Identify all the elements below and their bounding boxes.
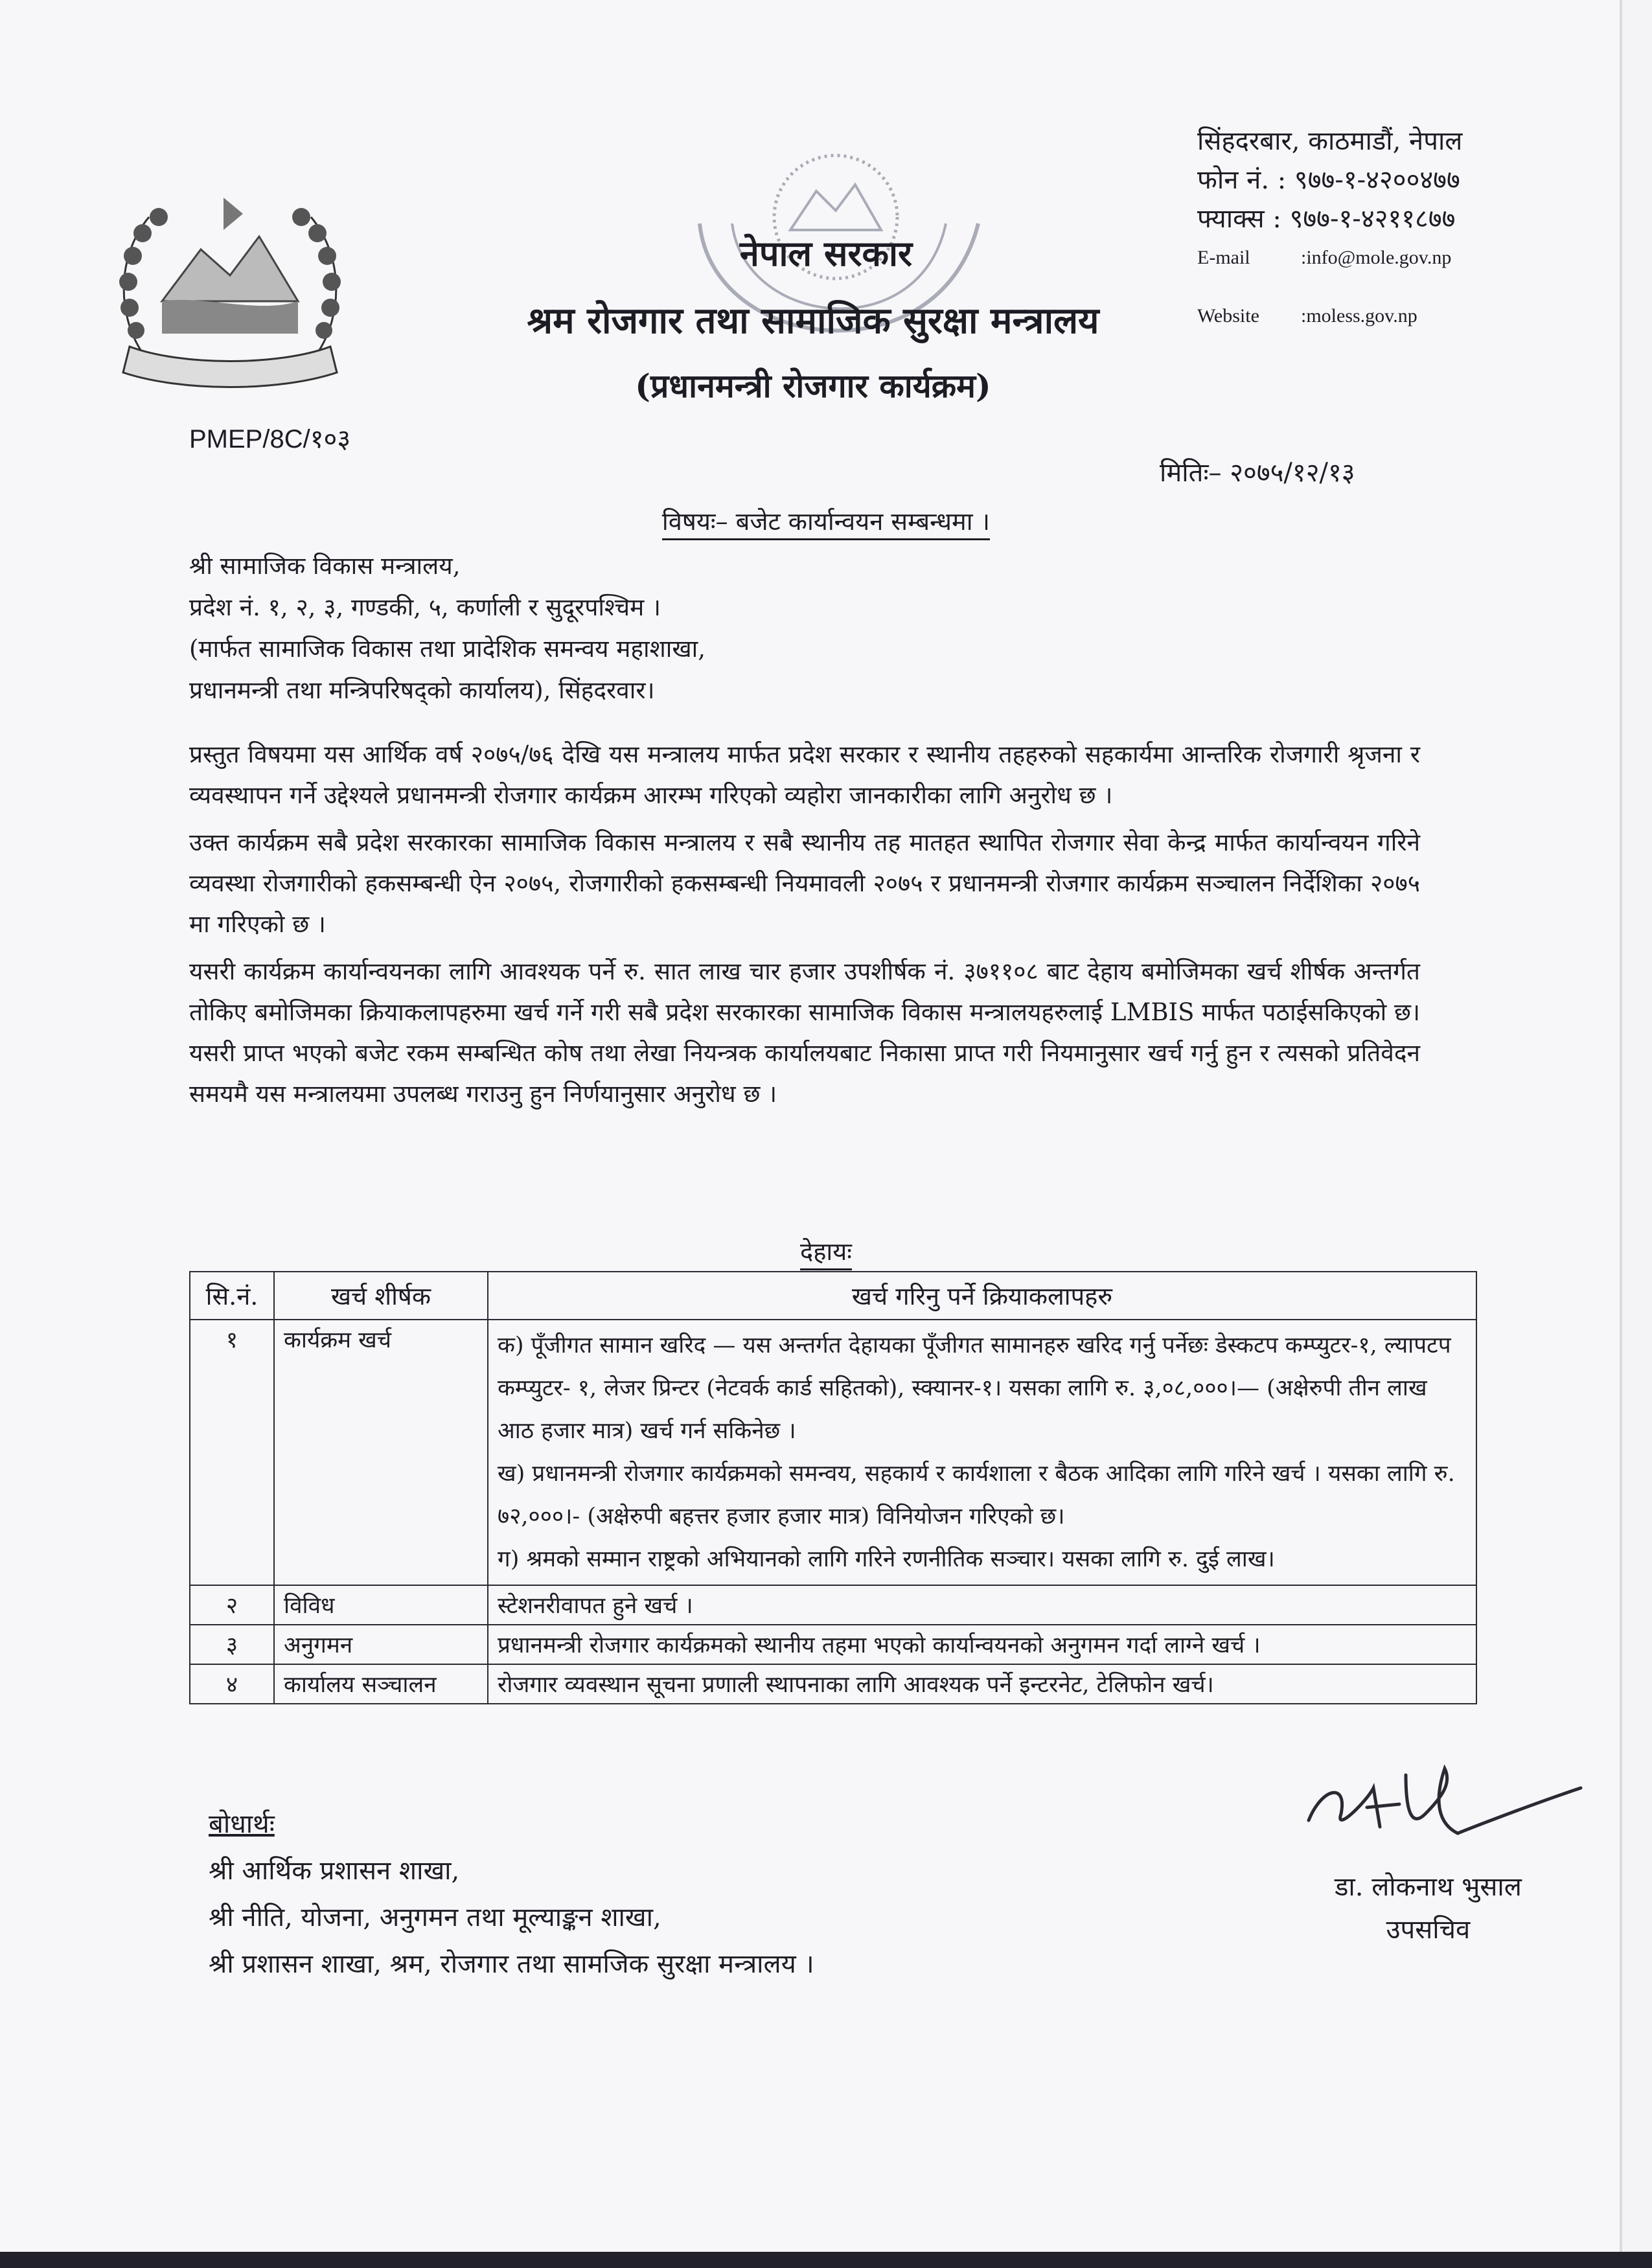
recipient-address <box>189 545 706 711</box>
cell-serial: ४ <box>190 1664 274 1704</box>
cell-activities: प्रधानमन्त्री रोजगार कार्यक्रमको स्थानीय तहमा भएको कार्यान्वयनको अनुगमन गर्दा लाग्ने खर्च । <box>488 1625 1476 1664</box>
table-row <box>190 1320 1476 1585</box>
address-line: (मार्फत सामाजिक विकास तथा प्रादेशिक समन्वय महाशाखा, <box>189 635 706 663</box>
table-title <box>0 1234 1652 1268</box>
cc-line: श्री आर्थिक प्रशासन शाखा, <box>209 1856 460 1886</box>
body-paragraph: प्रस्तुत विषयमा यस आर्थिक वर्ष २०७५/७६ देखि यस मन्त्रालय मार्फत प्रदेश सरकार र स्थानीय तहहरुको सहकार्यमा आन्तरिक रोजगारी श्रृजना र व्यवस्थापन गर्ने उद्देश्यले प्रधानमन्त्री रोजगार कार्यक्रम आरम्भ गरिएको व्यहोरा जानकारीका लागि अनुरोध छ । <box>189 740 1420 809</box>
email-value[interactable]: :info@mole.gov.np <box>1301 247 1452 268</box>
activity-item: ग) श्रमको सम्मान राष्ट्रको अभियानको लागि गरिने रणनीतिक सञ्चार। यसका लागि रु. दुई लाख। <box>498 1546 1275 1572</box>
reference-number: PMEP/8C/१०३ <box>189 425 351 453</box>
signatory-block <box>1335 1866 1522 1951</box>
contact-website-row <box>1197 297 1599 336</box>
website-value[interactable]: :moless.gov.np <box>1301 305 1417 326</box>
contact-address: सिंहदरबार, काठमाडौं, नेपाल <box>1197 126 1463 156</box>
signatory-title: उपसचिव <box>1386 1915 1471 1945</box>
scan-edge <box>0 2252 1652 2268</box>
budget-table <box>189 1271 1477 1704</box>
table-row <box>190 1585 1476 1625</box>
cell-activities: रोजगार व्यवस्थान सूचना प्रणाली स्थापनाका लागि आवश्यक पर्ने इन्टरनेट, टेलिफोन खर्च। <box>488 1664 1476 1704</box>
table-row <box>190 1664 1476 1704</box>
ministry-heading: श्रम रोजगार तथा सामाजिक सुरक्षा मन्त्रालय <box>527 299 1099 342</box>
cc-line: श्री नीति, योजना, अनुगमन तथा मूल्याङ्कन शाखा, <box>209 1903 661 1932</box>
activity-item: ख) प्रधानमन्त्री रोजगार कार्यक्रमको समन्वय, सहकार्य र कार्यशाला र बैठक आदिका लागि गरिने खर्च । यसका लागि रु. ७२,०००।- (अक्षेरुपी बहत्तर हजार हजार मात्र) विनियोजन गरिएको छ। <box>498 1461 1455 1529</box>
table-header-row <box>190 1272 1476 1320</box>
letter-body <box>189 734 1420 1114</box>
cell-expense-head: विविध <box>274 1585 488 1625</box>
nepal-emblem-icon <box>104 185 356 398</box>
cell-serial: २ <box>190 1585 274 1625</box>
cell-expense-head: कार्यालय सञ्चालन <box>274 1664 488 1704</box>
program-heading: (प्रधानमन्त्री रोजगार कार्यक्रम) <box>635 367 991 405</box>
header-activities: खर्च गरिनु पर्ने क्रियाकलापहरु <box>488 1272 1476 1320</box>
cell-expense-head: कार्यक्रम खर्च <box>274 1320 488 1585</box>
body-paragraph: उक्त कार्यक्रम सबै प्रदेश सरकारका सामाजिक विकास मन्त्रालय र सबै स्थानीय तह मातहत स्थापित रोजगार सेवा केन्द्र मार्फत कार्यान्वयन गरिने व्यवस्था रोजगारीको हकसम्बन्धी ऐन २०७५, रोजगारीको हकसम्बन्धी नियमावली २०७५ र प्रधानमन्त्री रोजगार कार्यक्रम सञ्चालन निर्देशिका २०७५ मा गरिएको छ । <box>189 829 1420 938</box>
header-serial: सि.नं. <box>190 1272 274 1320</box>
cell-serial: १ <box>190 1320 274 1585</box>
contact-fax: फ्याक्स : ९७७-१-४२११८७७ <box>1197 204 1456 234</box>
email-label: E-mail <box>1197 247 1250 268</box>
cell-serial: ३ <box>190 1625 274 1664</box>
letter-date: मितिः– २०७५/१२/१३ <box>1160 458 1355 488</box>
header-expense-head: खर्च शीर्षक <box>274 1272 488 1320</box>
cc-block <box>209 1801 814 1987</box>
table-row <box>190 1625 1476 1664</box>
address-line: प्रदेश नं. १, २, ३, गण्डकी, ५, कर्णाली र सुदूरपश्चिम । <box>189 593 661 621</box>
signatory-name: डा. लोकनाथ भुसाल <box>1335 1872 1522 1902</box>
body-paragraph: यसरी कार्यक्रम कार्यान्वयनका लागि आवश्यक पर्ने रु. सात लाख चार हजार उपशीर्षक नं. ३७११०८ बाट देहाय बमोजिमका खर्च शीर्षक अन्तर्गत तोकिए बमोजिमका क्रियाकलापहरुमा खर्च गर्ने गरी सबै प्रदेश सरकारका सामाजिक विकास मन्त्रालयहरुलाई LMBIS मार्फत पठाईसकिएको छ। यसरी प्राप्त भएको बजेट रकम सम्बन्धित कोष तथा लेखा नियन्त्रक कार्यालयबाट निकासा प्राप्त गरी नियमानुसार खर्च गर्नु हुन र त्यसको प्रतिवेदन समयमै यस मन्त्रालयमा उपलब्ध गराउनु हुन निर्णयानुसार अनुरोध छ । <box>189 957 1420 1108</box>
table-title-text: देहायः <box>800 1237 852 1270</box>
cc-line: श्री प्रशासन शाखा, श्रम, रोजगार तथा सामजिक सुरक्षा मन्त्रालय । <box>209 1949 814 1979</box>
cell-activities <box>488 1320 1476 1585</box>
handwritten-signature <box>1296 1723 1587 1853</box>
cc-title: बोधार्थः <box>209 1809 275 1839</box>
subject-line <box>0 504 1652 538</box>
activity-item: क) पूँजीगत सामान खरिद — यस अन्तर्गत देहायका पूँजीगत सामानहरु खरिद गर्नु पर्नेछः डेस्कटप कम्प्युटर-१, ल्यापटप कम्प्युटर- १, लेजर प्रिन्टर (नेटवर्क कार्ड सहितको), स्क्यानर-१। यसका लागि रु. ३,०८,०००।— (अक्षेरुपी तीन लाख आठ हजार मात्र) खर्च गर्न सकिनेछ । <box>498 1333 1451 1444</box>
website-label: Website <box>1197 305 1259 326</box>
govt-heading: नेपाल सरकार <box>739 233 913 274</box>
subject-text: विषयः– बजेट कार्यान्वयन सम्बन्धमा । <box>662 507 990 540</box>
cell-activities: स्टेशनरीवापत हुने खर्च । <box>488 1585 1476 1625</box>
contact-phone: फोन नं. : ९७७-१-४२००४७७ <box>1197 165 1460 195</box>
cell-expense-head: अनुगमन <box>274 1625 488 1664</box>
address-line: श्री सामाजिक विकास मन्त्रालय, <box>189 552 461 580</box>
address-line: प्रधानमन्त्री तथा मन्त्रिपरिषद्को कार्यालय), सिंहदरवार। <box>189 676 655 704</box>
